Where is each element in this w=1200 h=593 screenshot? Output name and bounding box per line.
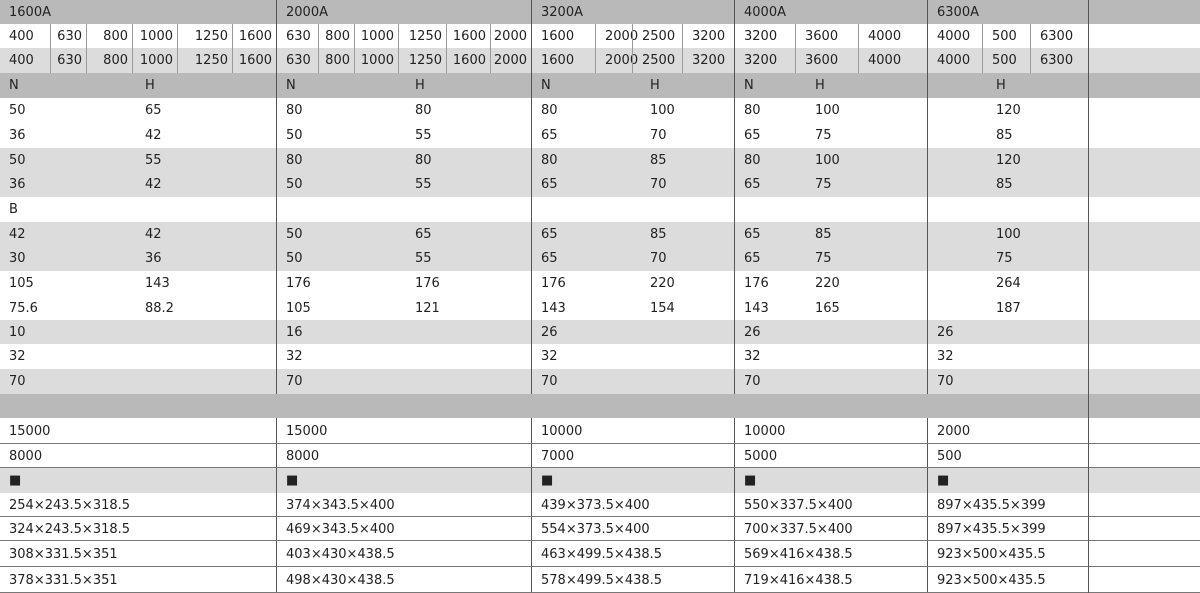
rating-cell: 2500 xyxy=(632,48,682,73)
table-cell: 254×243.5×318.5 xyxy=(9,497,131,513)
value-n: 30 xyxy=(9,251,26,266)
rating-cell: 3200 xyxy=(734,24,795,48)
value-n: 143 xyxy=(531,296,641,320)
rating-cell: 630 xyxy=(50,48,86,73)
value-n xyxy=(927,123,987,148)
rating-cell: 3200 xyxy=(734,48,795,73)
rating-cell: 3600 xyxy=(795,24,858,48)
rating-cell: 500 xyxy=(982,24,1030,48)
value-n: 105 xyxy=(9,276,34,291)
table-cell: 463×499.5×438.5 xyxy=(531,541,734,567)
value-h: 100 xyxy=(815,152,840,168)
value-h xyxy=(136,197,276,222)
table-row xyxy=(0,73,1200,98)
table-cell: 7000 xyxy=(531,444,734,468)
value-n xyxy=(734,197,806,222)
table-cell: 324×243.5×318.5 xyxy=(9,521,131,537)
rating-cell: 630 xyxy=(50,24,86,48)
table-cell: ■ xyxy=(927,468,1088,493)
value-h: 120 xyxy=(996,103,1021,118)
table-cell: 923×500×435.5 xyxy=(927,541,1088,567)
rating-cell: 3600 xyxy=(795,48,858,73)
value-h: 55 xyxy=(415,251,432,266)
value-n xyxy=(927,197,987,222)
value-n: 65 xyxy=(531,172,641,197)
value-n: 65 xyxy=(531,246,641,271)
table-cell: 32 xyxy=(9,349,26,364)
column-header-h: H xyxy=(996,78,1006,93)
value-h: 264 xyxy=(996,276,1021,291)
table-cell: 70 xyxy=(531,369,734,394)
table-cell: 5000 xyxy=(734,444,927,468)
value-n: 65 xyxy=(734,172,806,197)
value-n: 105 xyxy=(276,296,406,320)
table-cell: 897×435.5×399 xyxy=(927,493,1088,517)
table-row xyxy=(0,296,1200,320)
value-h: 154 xyxy=(650,300,675,316)
rating-cell: 3200 xyxy=(682,24,734,48)
table-cell: 70 xyxy=(927,369,1088,394)
table-cell: 70 xyxy=(734,369,927,394)
value-h: 75 xyxy=(815,128,832,143)
value-n: 65 xyxy=(531,222,641,246)
table-row xyxy=(0,246,1200,271)
table-cell: 578×499.5×438.5 xyxy=(531,567,734,593)
value-h: 70 xyxy=(650,177,667,192)
rating-cell: 1000 xyxy=(132,24,177,48)
value-h: 42 xyxy=(145,128,162,143)
table-cell: 719×416×438.5 xyxy=(734,567,927,593)
table-cell: 26 xyxy=(531,320,734,344)
table-row xyxy=(0,271,1200,296)
value-h: 220 xyxy=(815,276,840,291)
value-h xyxy=(406,197,531,222)
table-cell: 403×430×438.5 xyxy=(276,541,531,567)
value-n: 176 xyxy=(531,271,641,296)
value-n: 50 xyxy=(276,222,406,246)
rating-cell: 1250 xyxy=(177,48,232,73)
value-h: 55 xyxy=(415,177,432,192)
value-h: 65 xyxy=(415,226,432,242)
value-h: 85 xyxy=(650,152,667,168)
value-n: 80 xyxy=(531,98,641,123)
column-header-h: H xyxy=(415,78,425,93)
value-n xyxy=(927,98,987,123)
table-row xyxy=(0,98,1200,123)
table-cell: 10 xyxy=(9,324,26,340)
value-h: 42 xyxy=(145,226,162,242)
value-h: 187 xyxy=(996,300,1021,316)
group-label: 6300A xyxy=(927,0,1088,24)
rating-cell: 4000 xyxy=(858,24,927,48)
rating-cell: 400 xyxy=(9,28,34,44)
table-row xyxy=(0,0,1200,24)
value-n: 65 xyxy=(734,246,806,271)
value-h: 70 xyxy=(650,251,667,266)
table-row xyxy=(0,48,1200,73)
value-h: 65 xyxy=(145,103,162,118)
rating-cell: 400 xyxy=(9,53,34,68)
table-cell: 10000 xyxy=(734,418,927,444)
rating-cell: 6300 xyxy=(1030,48,1088,73)
table-cell: 32 xyxy=(734,344,927,369)
value-h: 85 xyxy=(996,128,1013,143)
rating-cell: 2000 xyxy=(490,48,531,73)
column-header-n: N xyxy=(276,73,406,98)
column-header-n: N xyxy=(531,73,641,98)
group-label: 1600A xyxy=(9,4,51,20)
value-n: 36 xyxy=(9,128,26,143)
table-cell: 569×416×438.5 xyxy=(734,541,927,567)
rating-cell: 4000 xyxy=(858,48,927,73)
value-h: 88.2 xyxy=(145,300,174,316)
table-cell: 26 xyxy=(734,320,927,344)
rating-cell: 1600 xyxy=(531,24,595,48)
table-cell: 374×343.5×400 xyxy=(276,493,531,517)
value-h: 75 xyxy=(815,177,832,192)
column-header-n: N xyxy=(9,78,19,93)
value-h: 120 xyxy=(996,152,1021,168)
value-h: 143 xyxy=(145,276,170,291)
column-header-h: H xyxy=(145,78,155,93)
rating-cell: 4000 xyxy=(927,24,982,48)
value-n: 65 xyxy=(531,123,641,148)
rating-cell: 630 xyxy=(276,48,318,73)
value-n: 50 xyxy=(9,152,26,168)
table-cell: 554×373.5×400 xyxy=(531,517,734,541)
rating-cell: 2000 xyxy=(595,24,632,48)
table-cell: 32 xyxy=(927,344,1088,369)
table-cell: 500 xyxy=(927,444,1088,468)
rating-cell: 800 xyxy=(318,24,354,48)
table-cell: 32 xyxy=(276,344,531,369)
value-h: 220 xyxy=(650,276,675,291)
value-h: 85 xyxy=(815,226,832,242)
rating-cell: 2000 xyxy=(595,48,632,73)
table-cell: 550×337.5×400 xyxy=(734,493,927,517)
value-n: 80 xyxy=(276,98,406,123)
rating-cell: 1600 xyxy=(446,48,490,73)
table-row xyxy=(0,172,1200,197)
value-h: 176 xyxy=(415,276,440,291)
value-h: 75 xyxy=(996,251,1013,266)
value-n: 75.6 xyxy=(9,300,38,316)
value-h: 80 xyxy=(415,152,432,168)
table-row xyxy=(0,418,1200,444)
rating-cell: 1600 xyxy=(446,24,490,48)
rating-cell: 1000 xyxy=(354,24,398,48)
column-header-n: N xyxy=(734,73,806,98)
column-header-h: H xyxy=(650,78,660,93)
rating-cell: 2500 xyxy=(632,24,682,48)
value-h: 80 xyxy=(415,103,432,118)
rating-cell: 800 xyxy=(86,48,132,73)
value-n: 50 xyxy=(9,103,26,118)
value-n: 80 xyxy=(734,148,806,172)
value-h: 100 xyxy=(650,103,675,118)
value-h: 55 xyxy=(415,128,432,143)
value-h: 165 xyxy=(815,300,840,316)
value-n xyxy=(276,197,406,222)
value-n xyxy=(927,296,987,320)
rating-cell: 1250 xyxy=(398,48,446,73)
rating-cell: 800 xyxy=(86,24,132,48)
value-n xyxy=(927,172,987,197)
table-cell: ■ xyxy=(276,468,531,493)
rating-cell: 1600 xyxy=(232,48,276,73)
table-cell: ■ xyxy=(734,468,927,493)
value-h: 55 xyxy=(145,152,162,168)
table-row xyxy=(0,320,1200,344)
value-n: 80 xyxy=(531,148,641,172)
rating-cell: 2000 xyxy=(490,24,531,48)
value-n: 65 xyxy=(734,222,806,246)
value-n xyxy=(927,271,987,296)
value-n: 143 xyxy=(734,296,806,320)
value-h: 75 xyxy=(815,251,832,266)
table-cell: 378×331.5×351 xyxy=(9,572,118,588)
table-cell: 32 xyxy=(531,344,734,369)
value-n: 80 xyxy=(276,148,406,172)
value-n: 176 xyxy=(276,271,406,296)
rating-cell: 630 xyxy=(276,24,318,48)
table-cell: ■ xyxy=(531,468,734,493)
table-cell: 70 xyxy=(276,369,531,394)
value-h xyxy=(806,197,927,222)
table-row xyxy=(0,222,1200,246)
value-h: 85 xyxy=(650,226,667,242)
table-cell: 308×331.5×351 xyxy=(9,546,118,562)
value-h xyxy=(987,197,1088,222)
table-row xyxy=(0,344,1200,369)
value-h xyxy=(641,197,734,222)
value-h: 100 xyxy=(815,103,840,118)
rating-cell: 1000 xyxy=(354,48,398,73)
table-cell: 897×435.5×399 xyxy=(927,517,1088,541)
table-cell: 8000 xyxy=(276,444,531,468)
table-cell: ■ xyxy=(9,473,22,488)
rating-cell: 6300 xyxy=(1030,24,1088,48)
value-n xyxy=(927,148,987,172)
rating-cell: 800 xyxy=(318,48,354,73)
table-row xyxy=(0,468,1200,493)
table-cell: 439×373.5×400 xyxy=(531,493,734,517)
table-cell: 15000 xyxy=(9,423,51,439)
rating-cell: 500 xyxy=(982,48,1030,73)
value-h: 100 xyxy=(996,226,1021,242)
table-cell: 923×500×435.5 xyxy=(927,567,1088,593)
column-header-n xyxy=(927,73,987,98)
rating-cell: 3200 xyxy=(682,48,734,73)
rating-cell: 1000 xyxy=(132,48,177,73)
table-row xyxy=(0,541,1200,567)
column-header-h: H xyxy=(815,78,825,93)
table-row xyxy=(0,567,1200,593)
table-row xyxy=(0,394,1200,418)
value-h: 121 xyxy=(415,300,440,316)
value-n: 36 xyxy=(9,177,26,192)
group-label: 4000A xyxy=(734,0,927,24)
value-h: 85 xyxy=(996,177,1013,192)
table-row xyxy=(0,369,1200,394)
table-row xyxy=(0,197,1200,222)
rating-cell: 4000 xyxy=(927,48,982,73)
table-cell: 700×337.5×400 xyxy=(734,517,927,541)
value-n: 50 xyxy=(276,123,406,148)
table-right-border xyxy=(1088,0,1089,593)
value-n: 80 xyxy=(734,98,806,123)
value-n: 50 xyxy=(276,246,406,271)
table-row xyxy=(0,517,1200,541)
group-label: 3200A xyxy=(531,0,734,24)
rating-cell: 1600 xyxy=(531,48,595,73)
value-h: 70 xyxy=(650,128,667,143)
rating-cell: 1250 xyxy=(177,24,232,48)
table-row xyxy=(0,444,1200,468)
value-n xyxy=(927,246,987,271)
table-cell: 70 xyxy=(9,374,26,389)
table-row xyxy=(0,123,1200,148)
value-n: 65 xyxy=(734,123,806,148)
table-cell: 15000 xyxy=(276,418,531,444)
table-cell: 469×343.5×400 xyxy=(276,517,531,541)
table-cell: 498×430×438.5 xyxy=(276,567,531,593)
value-n: 42 xyxy=(9,226,26,242)
table-cell: 8000 xyxy=(9,448,43,464)
table-row xyxy=(0,24,1200,48)
group-label: 2000A xyxy=(276,0,531,24)
table-cell: 16 xyxy=(276,320,531,344)
value-h: 36 xyxy=(145,251,162,266)
value-n xyxy=(927,222,987,246)
rating-cell: 1600 xyxy=(232,24,276,48)
rating-cell: 1250 xyxy=(398,24,446,48)
table-cell: 26 xyxy=(927,320,1088,344)
value-h: 42 xyxy=(145,177,162,192)
value-n: 176 xyxy=(734,271,806,296)
value-n: 50 xyxy=(276,172,406,197)
table-cell: 2000 xyxy=(927,418,1088,444)
table-row xyxy=(0,493,1200,517)
table-row xyxy=(0,148,1200,172)
value-n: B xyxy=(9,202,18,217)
value-n xyxy=(531,197,641,222)
table-cell: 10000 xyxy=(531,418,734,444)
